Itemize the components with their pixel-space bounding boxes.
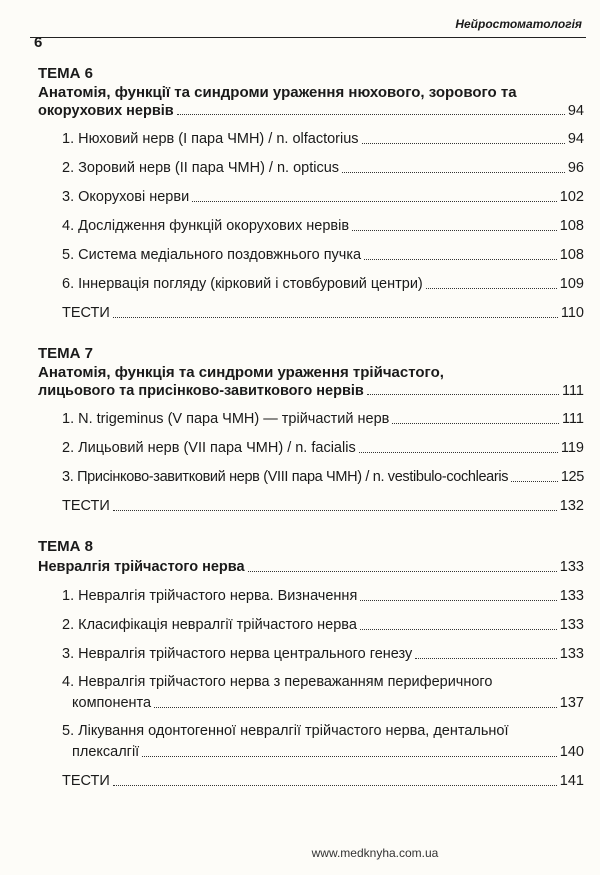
table-of-contents xyxy=(38,64,584,812)
page-ref: 111 xyxy=(561,411,584,427)
running-title: Нейростоматологія xyxy=(455,17,582,31)
page-ref: 140 xyxy=(559,744,584,760)
dot-leader xyxy=(154,707,557,708)
toc-entry xyxy=(38,273,584,295)
page-ref: 119 xyxy=(560,440,584,456)
toc-entry xyxy=(38,741,584,763)
entry-text-line1: 5. Лікування одонтогенної невралгії трійчастого нерва, дентальної xyxy=(62,723,509,739)
toc-section-7 xyxy=(38,344,584,517)
toc-entry xyxy=(38,157,584,179)
dot-leader xyxy=(342,172,565,173)
toc-section-8 xyxy=(38,537,584,792)
dot-leader xyxy=(142,756,557,757)
dot-leader xyxy=(177,114,565,115)
dot-leader xyxy=(364,259,557,260)
entry-text-line1: 4. Невралгія трійчастого нерва з переважанням периферичного xyxy=(62,674,493,690)
page-ref: 133 xyxy=(559,559,584,575)
entry-text: 3. Невралгія трійчастого нерва центрального генезу xyxy=(62,646,413,662)
dot-leader xyxy=(392,423,559,424)
entry-text: 1. Нюховий нерв (I пара ЧМН) / n. olfactorius xyxy=(62,131,359,147)
entry-text: 2. Лицьовий нерв (VII пара ЧМН) / n. facialis xyxy=(62,440,356,456)
entry-text: ТЕСТИ xyxy=(62,498,110,514)
toc-entry xyxy=(38,244,584,266)
section-label: ТЕМА 8 xyxy=(38,538,94,555)
dot-leader xyxy=(360,629,557,630)
page-ref: 133 xyxy=(559,617,584,633)
dot-leader xyxy=(360,600,557,601)
entry-text: 4. Дослідження функцій окорухових нервів xyxy=(62,218,350,234)
dot-leader xyxy=(511,481,558,482)
entry-text: 2. Класифікація невралгії трійчастого нерва xyxy=(62,617,357,633)
footer-site: www.medknyha.com.ua xyxy=(311,846,439,860)
toc-entry xyxy=(38,437,584,459)
toc-entry xyxy=(38,643,584,665)
section-title-line1: Анатомія, функція та синдроми ураження трійчастого, xyxy=(38,364,444,381)
entry-text: 1. N. trigeminus (V пара ЧМН) — трійчастий нерв xyxy=(62,411,390,427)
dot-leader xyxy=(248,571,557,572)
page-ref: 94 xyxy=(567,131,584,147)
entry-text: 1. Невралгія трійчастого нерва. Визначення xyxy=(62,588,358,604)
page-ref: 137 xyxy=(559,695,584,711)
toc-entry xyxy=(38,585,584,607)
dot-leader xyxy=(415,658,557,659)
dot-leader xyxy=(367,394,559,395)
entry-text: 6. Іннервація погляду (кірковий і стовбуровий центри) xyxy=(62,276,423,292)
dot-leader xyxy=(113,510,557,511)
page-ref: 132 xyxy=(559,498,584,514)
section-title-line2: лицьового та присінково-завиткового нервів xyxy=(38,383,364,399)
dot-leader xyxy=(359,452,558,453)
entry-text: ТЕСТИ xyxy=(62,773,110,789)
toc-entry-tests xyxy=(38,770,584,792)
entry-text: 5. Система медіального поздовжнього пучка xyxy=(62,247,362,263)
entry-text: ТЕСТИ xyxy=(62,305,110,321)
header-rule xyxy=(30,37,586,38)
page-ref: 109 xyxy=(559,276,584,292)
page-ref: 141 xyxy=(559,773,584,789)
entry-text: компонента xyxy=(72,695,152,711)
page-ref: 108 xyxy=(559,218,584,234)
toc-entry xyxy=(38,186,584,208)
entry-text: 3. Присінково-завитковий нерв (VIII пара ЧМН) / n. vestibulo-cochlearis xyxy=(62,469,509,485)
section-title-entry xyxy=(38,556,584,578)
entry-text: плексалгії xyxy=(72,744,140,760)
page-ref: 133 xyxy=(559,588,584,604)
section-title-line2: окорухових нервів xyxy=(38,103,174,119)
toc-section-6 xyxy=(38,64,584,324)
dot-leader xyxy=(113,785,557,786)
page-ref: 94 xyxy=(567,103,584,119)
section-title-entry xyxy=(38,382,584,401)
toc-entry xyxy=(38,614,584,636)
page-ref: 108 xyxy=(559,247,584,263)
section-title-line1: Анатомія, функції та синдроми ураження нюхового, зорового та xyxy=(38,84,517,101)
section-label: ТЕМА 7 xyxy=(38,345,94,362)
dot-leader xyxy=(362,143,565,144)
toc-entry xyxy=(38,128,584,150)
page-ref: 111 xyxy=(561,383,584,399)
entry-text: 3. Окорухові нерви xyxy=(62,189,190,205)
dot-leader xyxy=(192,201,557,202)
toc-entry xyxy=(38,466,584,488)
entry-text: 2. Зоровий нерв (II пара ЧМН) / n. opticus xyxy=(62,160,340,176)
page-ref: 125 xyxy=(560,469,584,485)
toc-entry xyxy=(38,215,584,237)
toc-entry xyxy=(38,408,584,430)
toc-entry-tests xyxy=(38,495,584,517)
dot-leader xyxy=(352,230,557,231)
page-ref: 96 xyxy=(567,160,584,176)
section-title-entry xyxy=(38,102,584,121)
dot-leader xyxy=(113,317,558,318)
page-ref: 133 xyxy=(559,646,584,662)
section-title: Невралгія трійчастого нерва xyxy=(38,559,245,575)
page-ref: 102 xyxy=(559,189,584,205)
toc-entry xyxy=(38,692,584,714)
page-number: 6 xyxy=(34,34,43,51)
section-label: ТЕМА 6 xyxy=(38,65,94,82)
toc-entry-tests xyxy=(38,302,584,324)
dot-leader xyxy=(426,288,557,289)
page-ref: 110 xyxy=(560,305,584,321)
